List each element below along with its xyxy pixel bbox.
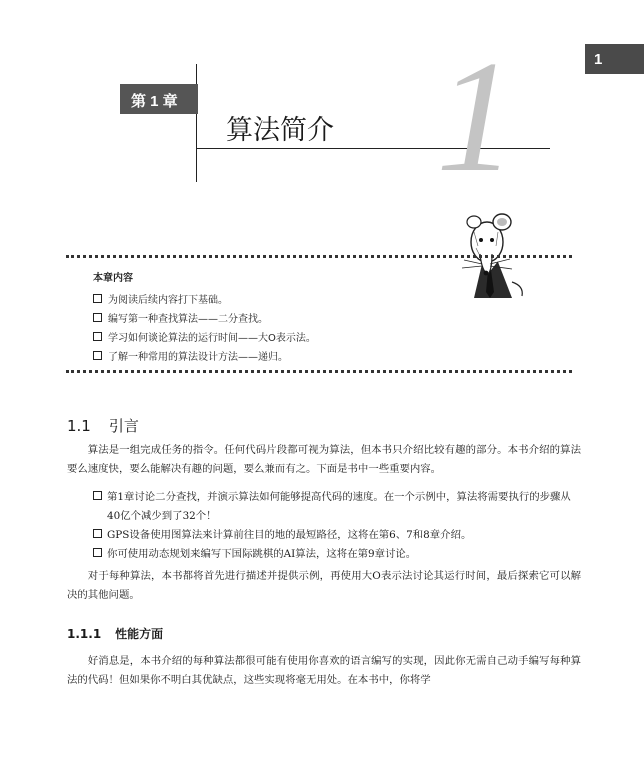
contents-item	[93, 291, 316, 310]
contents-item	[93, 329, 316, 348]
checkbox-bullet-icon	[93, 313, 102, 322]
section-number: 1.1	[67, 417, 91, 435]
chapter-label: 第 1 章	[120, 84, 198, 114]
contents-item	[93, 310, 316, 329]
subsection-number: 1.1.1	[67, 627, 102, 641]
subsection-title: 性能方面	[115, 627, 164, 641]
contents-bottom-dotted-rule	[66, 370, 572, 373]
subsection-heading	[67, 625, 163, 642]
checkbox-bullet-icon	[93, 548, 102, 557]
chapter-big-number: 1	[436, 27, 516, 205]
chapter-corner-tab: 1	[585, 44, 644, 74]
checkbox-bullet-icon	[93, 491, 102, 500]
contents-heading: 本章内容	[93, 273, 133, 284]
subsection-paragraph: 好消息是，本书介绍的每种算法都很可能有使用你喜欢的语言编写的实现，因此你无需自己动手编写每种算法的代码！但如果你不明白其优缺点，这些实现将毫无用处。在本书中，你将学	[67, 655, 581, 686]
section-heading	[67, 415, 139, 436]
algorithm-bullet-list	[93, 488, 581, 564]
section-closing-paragraph: 对于每种算法，本书都将首先进行描述并提供示例，再使用大O表示法讨论其运行时间，最后探索它可以解决的其他问题。	[67, 570, 581, 601]
contents-item-text: 学习如何谈论算法的运行时间——大O表示法。	[108, 333, 316, 344]
bullet-item	[93, 526, 581, 545]
contents-item-text: 了解一种常用的算法设计方法——递归。	[108, 352, 288, 363]
section-title: 引言	[108, 417, 139, 435]
bullet-item	[93, 545, 581, 564]
contents-top-dotted-rule	[66, 255, 572, 258]
checkbox-bullet-icon	[93, 529, 102, 538]
title-vertical-rule	[196, 64, 197, 182]
contents-item-text: 为阅读后续内容打下基础。	[108, 295, 228, 306]
contents-item	[93, 348, 316, 367]
section-intro-paragraph: 算法是一组完成任务的指令。任何代码片段都可视为算法，但本书只介绍比较有趣的部分。本书介绍的算法要么速度快，要么能解决有趣的问题，要么兼而有之。下面是书中一些重要内容。	[67, 444, 581, 475]
bullet-text: 第1章讨论二分查找，并演示算法如何能够提高代码的速度。在一个示例中，算法将需要执行的步骤从40亿个减少到了32个！	[107, 491, 571, 522]
chapter-title: 算法简介	[226, 115, 334, 146]
bullet-text: GPS设备使用图算法来计算前往目的地的最短路径，这将在第6、7和8章介绍。	[107, 529, 472, 541]
checkbox-bullet-icon	[93, 294, 102, 303]
contents-list	[93, 291, 316, 367]
bullet-text: 你可使用动态规划来编写下国际跳棋的AI算法，这将在第9章讨论。	[107, 548, 417, 560]
bullet-item	[93, 488, 581, 526]
checkbox-bullet-icon	[93, 332, 102, 341]
contents-item-text: 编写第一种查找算法——二分查找。	[108, 314, 268, 325]
checkbox-bullet-icon	[93, 351, 102, 360]
